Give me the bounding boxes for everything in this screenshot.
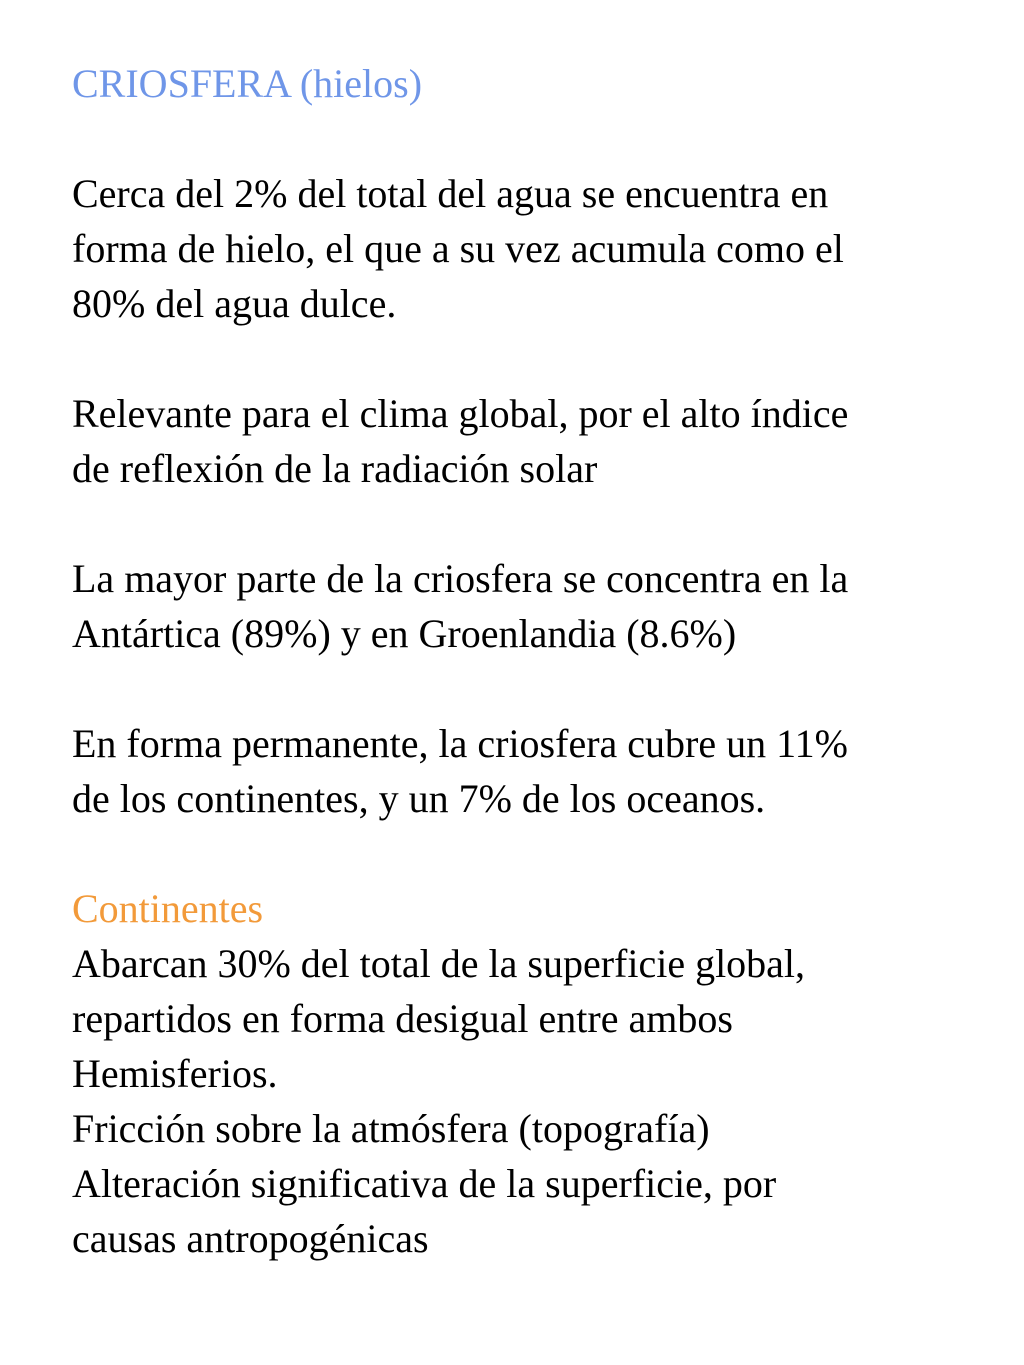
continentes-section [72, 881, 972, 1266]
criosfera-heading: CRIOSFERA (hielos) [72, 61, 423, 106]
text-line: Hemisferios. [72, 1051, 278, 1096]
text-line: forma de hielo, el que a su vez acumula como el [72, 226, 844, 271]
document-page [72, 56, 972, 1266]
spacer [72, 331, 972, 386]
continentes-heading: Continentes [72, 886, 264, 931]
criosfera-paragraph-1 [72, 166, 972, 331]
text-line: Cerca del 2% del total del agua se encuentra en [72, 171, 829, 216]
text-line: Fricción sobre la atmósfera (topografía) [72, 1106, 710, 1151]
text-line: causas antropogénicas [72, 1216, 429, 1261]
text-line: de reflexión de la radiación solar [72, 446, 598, 491]
text-line: Abarcan 30% del total de la superficie global, [72, 941, 806, 986]
criosfera-paragraph-4 [72, 716, 972, 826]
text-line: de los continentes, y un 7% de los oceanos. [72, 776, 766, 821]
text-line: 80% del agua dulce. [72, 281, 397, 326]
text-line: Alteración significativa de la superficie, por [72, 1161, 777, 1206]
text-line: La mayor parte de la criosfera se concentra en la [72, 556, 849, 601]
criosfera-paragraph-3 [72, 551, 972, 661]
text-line: En forma permanente, la criosfera cubre un 11% [72, 721, 848, 766]
criosfera-section [72, 56, 972, 111]
criosfera-paragraph-2 [72, 386, 972, 496]
text-line: Antártica (89%) y en Groenlandia (8.6%) [72, 611, 737, 656]
spacer [72, 496, 972, 551]
spacer [72, 826, 972, 881]
spacer [72, 111, 972, 166]
spacer [72, 661, 972, 716]
text-line: repartidos en forma desigual entre ambos [72, 996, 733, 1041]
text-line: Relevante para el clima global, por el alto índice [72, 391, 849, 436]
